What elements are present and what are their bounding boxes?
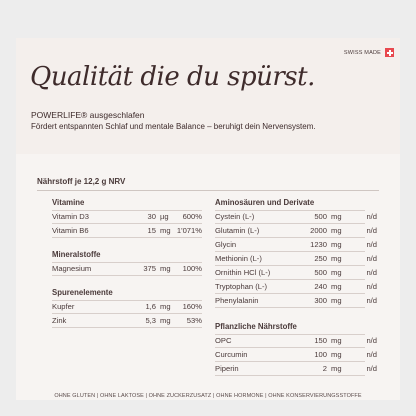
nutrient-amount: 15	[147, 226, 156, 235]
section-title: Aminosäuren und Derivate	[215, 198, 315, 207]
row-divider	[215, 237, 365, 238]
nutrient-amount: 240	[314, 282, 327, 291]
nutrient-nrv: 600%	[182, 212, 202, 221]
nutrient-amount: 1,6	[145, 302, 156, 311]
nutrient-nrv: n/d	[366, 268, 377, 277]
nutrient-unit: mg	[160, 302, 171, 311]
section-divider	[52, 300, 202, 301]
section-divider	[215, 210, 365, 211]
nutrient-unit: mg	[331, 240, 342, 249]
nutrient-unit: mg	[331, 226, 342, 235]
headline: Qualität die du spürst.	[30, 62, 315, 92]
nutrient-name: Glycin	[215, 240, 237, 249]
row-divider	[215, 223, 365, 224]
nutrient-nrv: n/d	[366, 350, 377, 359]
nutrient-name: Vitamin B6	[52, 226, 89, 235]
nutrient-nrv: n/d	[366, 212, 377, 221]
nutrient-amount: 375	[143, 264, 156, 273]
swiss-flag-icon	[385, 48, 394, 57]
nutrient-amount: 150	[314, 336, 327, 345]
header-panel	[16, 38, 400, 154]
product-name: POWERLIFE® ausgeschlafen	[31, 110, 145, 120]
nutrient-name: Phenylalanin	[215, 296, 259, 305]
nutrient-name: Tryptophan (L-)	[215, 282, 268, 291]
nutrient-amount: 100	[314, 350, 327, 359]
nutrient-nrv: n/d	[366, 364, 377, 373]
nutrient-name: Magnesium	[52, 264, 92, 273]
section-divider	[52, 262, 202, 263]
nutrient-unit: mg	[160, 316, 171, 325]
product-description: Fördert entspannten Schlaf und mentale Balance – beruhigt dein Nervensystem.	[31, 122, 316, 131]
nutrient-unit: mg	[331, 336, 342, 345]
nutrient-amount: 1230	[310, 240, 327, 249]
nutrient-unit: mg	[331, 268, 342, 277]
nutrient-name: OPC	[215, 336, 232, 345]
swiss-made-badge	[344, 48, 394, 57]
nutrient-nrv: n/d	[366, 282, 377, 291]
nutrient-nrv: 100%	[182, 264, 202, 273]
row-divider	[215, 279, 365, 280]
nutrient-amount: 250	[314, 254, 327, 263]
nutrient-unit: mg	[160, 264, 171, 273]
nutrient-nrv: n/d	[366, 226, 377, 235]
nutrient-amount: 5,3	[145, 316, 156, 325]
nutrient-unit: mg	[331, 364, 342, 373]
section-title: Spurenelemente	[52, 288, 113, 297]
nutrient-name: Curcumin	[215, 350, 248, 359]
row-divider	[215, 293, 365, 294]
swiss-made-label: SWISS MADE	[343, 49, 381, 56]
nutrient-unit: mg	[331, 212, 342, 221]
nutrient-nrv: 1'071%	[176, 226, 202, 235]
nutrient-unit: mg	[331, 350, 342, 359]
section-divider	[52, 210, 202, 211]
section-title: Mineralstoffe	[52, 250, 101, 259]
nutrient-nrv: n/d	[366, 336, 377, 345]
nutrient-unit: mg	[331, 282, 342, 291]
nutrient-nrv: 160%	[182, 302, 202, 311]
nutrient-nrv: 53%	[186, 316, 202, 325]
nutrient-unit: mg	[331, 296, 342, 305]
nutrient-nrv: n/d	[366, 240, 377, 249]
nutrient-name: Cystein (L-)	[215, 212, 255, 221]
nutrient-name: Methionin (L-)	[215, 254, 262, 263]
table-header-divider	[37, 190, 379, 191]
row-divider	[215, 347, 365, 348]
nutrient-name: Vitamin D3	[52, 212, 90, 221]
row-divider	[52, 237, 202, 238]
nutrient-amount: 2	[322, 364, 327, 373]
row-divider	[52, 275, 202, 276]
section-title: Pflanzliche Nährstoffe	[215, 322, 297, 331]
nutrient-name: Kupfer	[52, 302, 75, 311]
nutrient-name: Piperin	[215, 364, 239, 373]
row-divider	[215, 307, 365, 308]
nutrient-amount: 500	[314, 212, 327, 221]
row-divider	[52, 313, 202, 314]
nutrient-amount: 2000	[310, 226, 327, 235]
nutrient-unit: µg	[160, 212, 169, 221]
row-divider	[215, 375, 365, 376]
row-divider	[215, 265, 365, 266]
section-title: Vitamine	[52, 198, 85, 207]
footer-claims: OHNE GLUTEN | OHNE LAKTOSE | OHNE ZUCKERZUSATZ | OHNE HORMONE | OHNE KONSERVIERUNGSSTOFFE	[54, 393, 362, 399]
nutrient-name: Glutamin (L-)	[215, 226, 260, 235]
nutrient-name: Zink	[52, 316, 67, 325]
nutrient-name: Ornithin HCl (L-)	[215, 268, 271, 277]
section-divider	[215, 334, 365, 335]
row-divider	[52, 223, 202, 224]
nutrient-amount: 30	[147, 212, 156, 221]
row-divider	[52, 327, 202, 328]
nutrient-unit: mg	[331, 254, 342, 263]
row-divider	[215, 251, 365, 252]
row-divider	[215, 361, 365, 362]
nutrient-amount: 500	[314, 268, 327, 277]
nutrient-unit: mg	[160, 226, 171, 235]
nutrient-nrv: n/d	[366, 296, 377, 305]
nutrient-amount: 300	[314, 296, 327, 305]
table-header: Nährstoff je 12,2 g NRV	[37, 177, 126, 186]
nutrient-nrv: n/d	[366, 254, 377, 263]
